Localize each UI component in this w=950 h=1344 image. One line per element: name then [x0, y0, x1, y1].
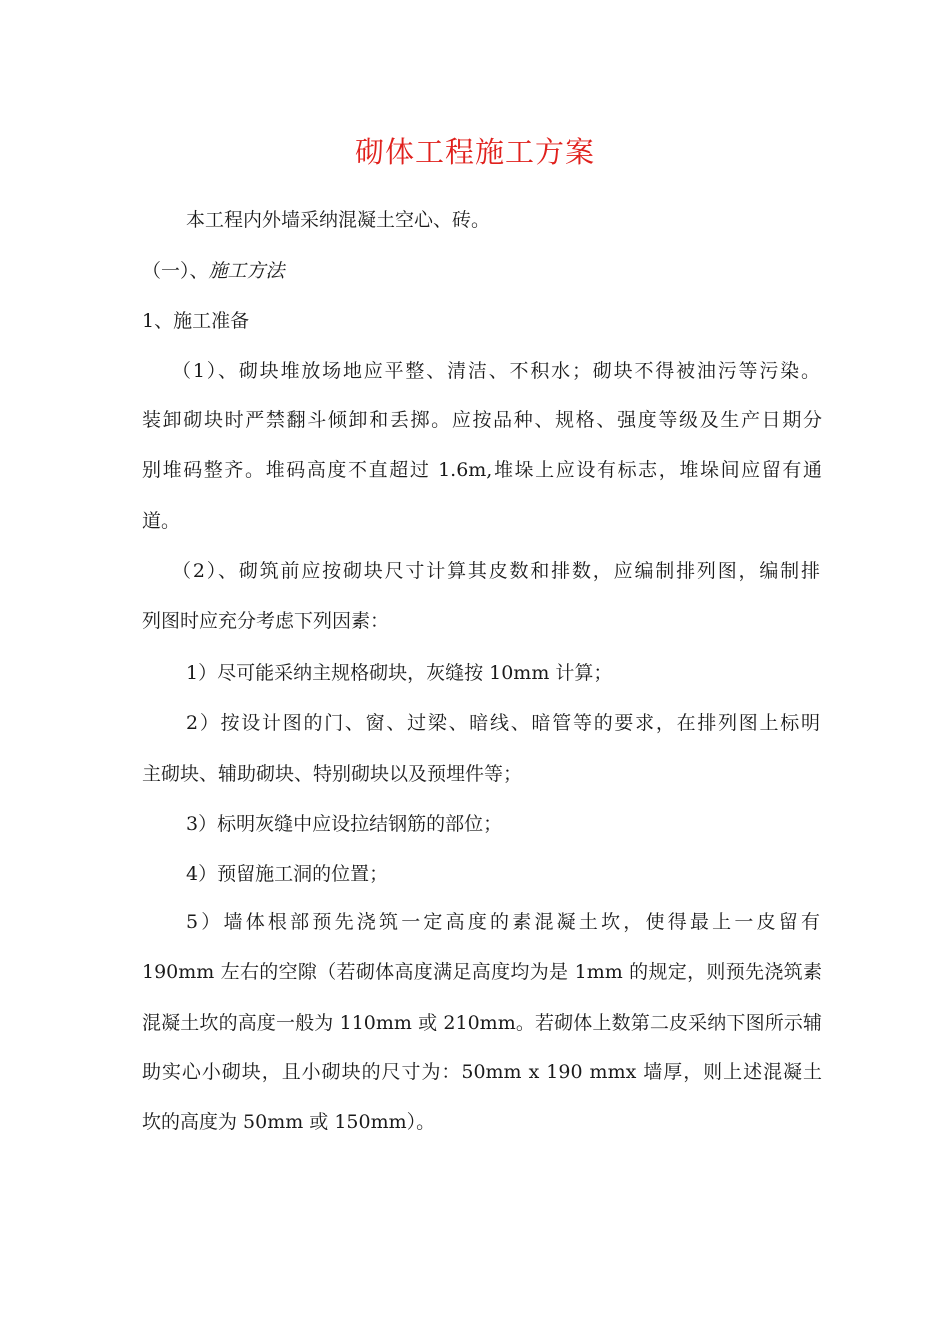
subsection-heading: 1、施工准备: [142, 310, 250, 332]
paragraph-line: 坎的高度为 50mm 或 150mm）。: [142, 1111, 436, 1133]
list-item: 1）尽可能采纳主规格砌块，灰缝按 10mm 计算；: [186, 662, 613, 684]
paragraph-line: 列图时应充分考虑下列因素：: [142, 610, 390, 632]
section-title: 施工方法: [208, 260, 285, 282]
list-item: 3）标明灰缝中应设拉结钢筋的部位；: [186, 813, 503, 835]
list-item: 2）按设计图的门、窗、过梁、暗线、暗管等的要求，在排列图上标明: [186, 712, 820, 734]
paragraph-line: 主砌块、辅助砌块、特别砌块以及预埋件等；: [142, 763, 523, 785]
paragraph-line: 190mm 左右的空隙（若砌体高度满足高度均为是 1mm 的规定，则预先浇筑素: [142, 961, 822, 983]
paragraph-line: 别堆码整齐。堆码高度不直超过 1.6m,堆垛上应设有标志，堆垛间应留有通: [142, 459, 822, 481]
intro-paragraph: 本工程内外墙采纳混凝土空心、砖。: [186, 209, 491, 231]
paragraph-line: 混凝土坎的高度一般为 110mm 或 210mm。若砌体上数第二皮采纳下图所示辅: [142, 1012, 822, 1034]
section-heading: [142, 257, 822, 285]
paragraph-line: （1）、砌块堆放场地应平整、清洁、不积水；砌块不得被油污等污染。: [172, 360, 820, 382]
section-prefix: （一）、: [142, 260, 209, 282]
list-item: 4）预留施工洞的位置；: [186, 863, 389, 885]
paragraph-line: 道。: [142, 510, 181, 532]
list-item: 5）墙体根部预先浇筑一定高度的素混凝土坎，使得最上一皮留有: [186, 911, 820, 933]
paragraph-line: （2）、砌筑前应按砌块尺寸计算其皮数和排数，应编制排列图，编制排: [172, 560, 820, 582]
paragraph-line: 装卸砌块时严禁翻斗倾卸和丢掷。应按品种、规格、强度等级及生产日期分: [142, 409, 822, 431]
page-title: 砌体工程施工方案: [354, 135, 595, 169]
paragraph-line: 助实心小砌块，且小砌块的尺寸为：50mm x 190 mmx 墙厚，则上述混凝土: [142, 1061, 822, 1083]
